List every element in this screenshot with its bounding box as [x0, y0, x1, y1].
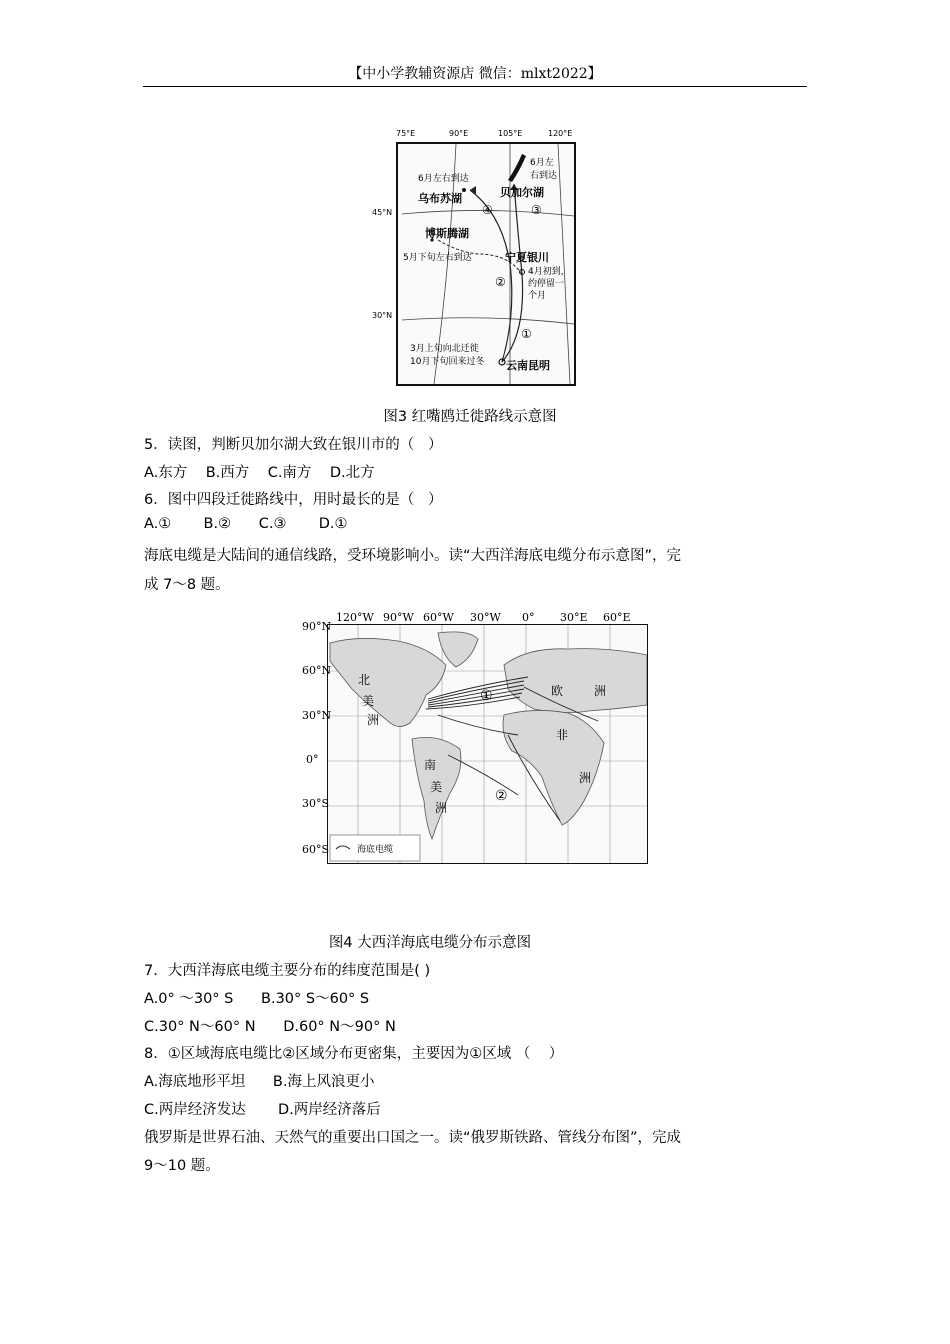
question-8-options-cd: C.两岸经济发达 D.两岸经济落后 [144, 1102, 381, 1118]
question-7: 7．大西洋海底电缆主要分布的纬度范围是( ) [144, 963, 431, 979]
fig4-sa-2: 美 [430, 780, 443, 794]
fig3-note-kunming-2: 10月下旬回来过冬 [410, 357, 485, 367]
fig4-na-3: 洲 [367, 713, 380, 727]
fig4-lon-30w: 30°W [470, 611, 501, 624]
question-5: 5．读图，判断贝加尔湖大致在银川市的（ ） [144, 437, 443, 453]
fig3-note-wubusu: 6月左右到达 [418, 174, 469, 184]
fig3-note-kunming-1: 3月上旬向北迁徙 [410, 344, 479, 354]
fig4-lat-30s: 30°S [302, 797, 330, 810]
fig3-lat-45: 45°N [372, 208, 393, 217]
header-divider [143, 86, 807, 87]
fig4-lat-60n: 60°N [302, 664, 332, 677]
fig3-lat-30: 30°N [372, 311, 393, 320]
fig4-lat-0: 0° [306, 753, 319, 766]
fig3-note-yinchuan-1: 4月初到， [528, 267, 570, 277]
question-6-options: A.① B.② C.③ D.① [144, 516, 348, 532]
fig3-place-kunming: 云南昆明 [506, 359, 550, 372]
fig4-na-2: 美 [362, 694, 375, 708]
fig4-af-1: 非 [556, 728, 569, 742]
fig4-lon-0: 0° [522, 611, 535, 624]
fig4-lon-90w: 90°W [383, 611, 414, 624]
figure4-cable-map [327, 624, 648, 864]
question-6: 6．图中四段迁徙路线中，用时最长的是（ ） [144, 492, 443, 508]
fig3-route-3: ③ [531, 203, 542, 217]
figure3-caption: 图3 红嘴鸥迁徙路线示意图 [383, 409, 557, 425]
fig3-note-yinchuan-2: 约停留一 [528, 279, 565, 289]
question-5-options: A.东方 B.西方 C.南方 D.北方 [144, 465, 375, 481]
fig4-eu-2: 洲 [594, 684, 607, 698]
question-8: 8．①区域海底电缆比②区域分布更密集，主要因为①区域 （ ） [144, 1046, 564, 1062]
intro-7-8-line1: 海底电缆是大陆间的通信线路，受环境影响小。读“大西洋海底电缆分布示意图”，完 [144, 548, 682, 564]
fig4-lat-90n: 90°N [302, 620, 332, 633]
fig3-lon-105: 105°E [498, 129, 523, 138]
fig3-place-wubusu: 乌布苏湖 [418, 192, 462, 205]
fig4-lon-60e: 60°E [603, 611, 631, 624]
fig4-legend-label: 海底电缆 [357, 845, 394, 855]
fig3-lon-75: 75°E [396, 129, 416, 138]
fig4-lon-60w: 60°W [423, 611, 454, 624]
fig3-place-bosten: 博斯腾湖 [425, 227, 469, 240]
fig4-af-2: 洲 [579, 771, 592, 785]
fig3-place-yinchuan: 宁夏银川 [505, 251, 549, 264]
fig4-na-1: 北 [358, 673, 371, 687]
question-8-options-ab: A.海底地形平坦 B.海上风浪更小 [144, 1074, 375, 1090]
fig3-route-2: ② [495, 275, 506, 289]
figure4-caption: 图4 大西洋海底电缆分布示意图 [328, 935, 532, 951]
page-header: 【中小学教辅资源店 微信：mlxt2022】 [348, 66, 602, 82]
fig4-eu-1: 欧 [551, 684, 564, 698]
fig4-lon-30e: 30°E [560, 611, 588, 624]
fig3-lon-120: 120°E [548, 129, 573, 138]
question-7-options-ab: A.0° ～30° S B.30° S～60° S [144, 991, 370, 1007]
intro-7-8-line2: 成 7～8 题。 [144, 577, 230, 593]
fig3-note-baikal-2: 右到达 [530, 171, 558, 181]
fig3-lon-90: 90°E [449, 129, 469, 138]
fig4-lon-120w: 120°W [336, 611, 374, 624]
fig4-region-2: ② [495, 788, 508, 804]
fig3-note-baikal-1: 6月左 [530, 158, 554, 168]
fig3-note-bosten: 5月下旬左右到达 [403, 253, 472, 263]
fig4-sa-1: 南 [424, 758, 437, 772]
fig3-note-yinchuan-3: 个月 [528, 291, 547, 301]
question-7-options-cd: C.30° N～60° N D.60° N～90° N [144, 1019, 396, 1035]
intro-9-10-line2: 9～10 题。 [144, 1158, 220, 1174]
fig4-sa-3: 洲 [435, 801, 448, 815]
fig3-route-1: ① [521, 327, 532, 341]
fig4-lat-30n: 30°N [302, 709, 332, 722]
fig3-place-baikal: 贝加尔湖 [500, 186, 544, 199]
fig4-lat-60s: 60°S [302, 843, 330, 856]
intro-9-10-line1: 俄罗斯是世界石油、天然气的重要出口国之一。读“俄罗斯铁路、管线分布图”，完成 [144, 1130, 682, 1146]
fig4-region-1: ① [480, 688, 493, 704]
fig3-route-4: ④ [482, 203, 493, 217]
